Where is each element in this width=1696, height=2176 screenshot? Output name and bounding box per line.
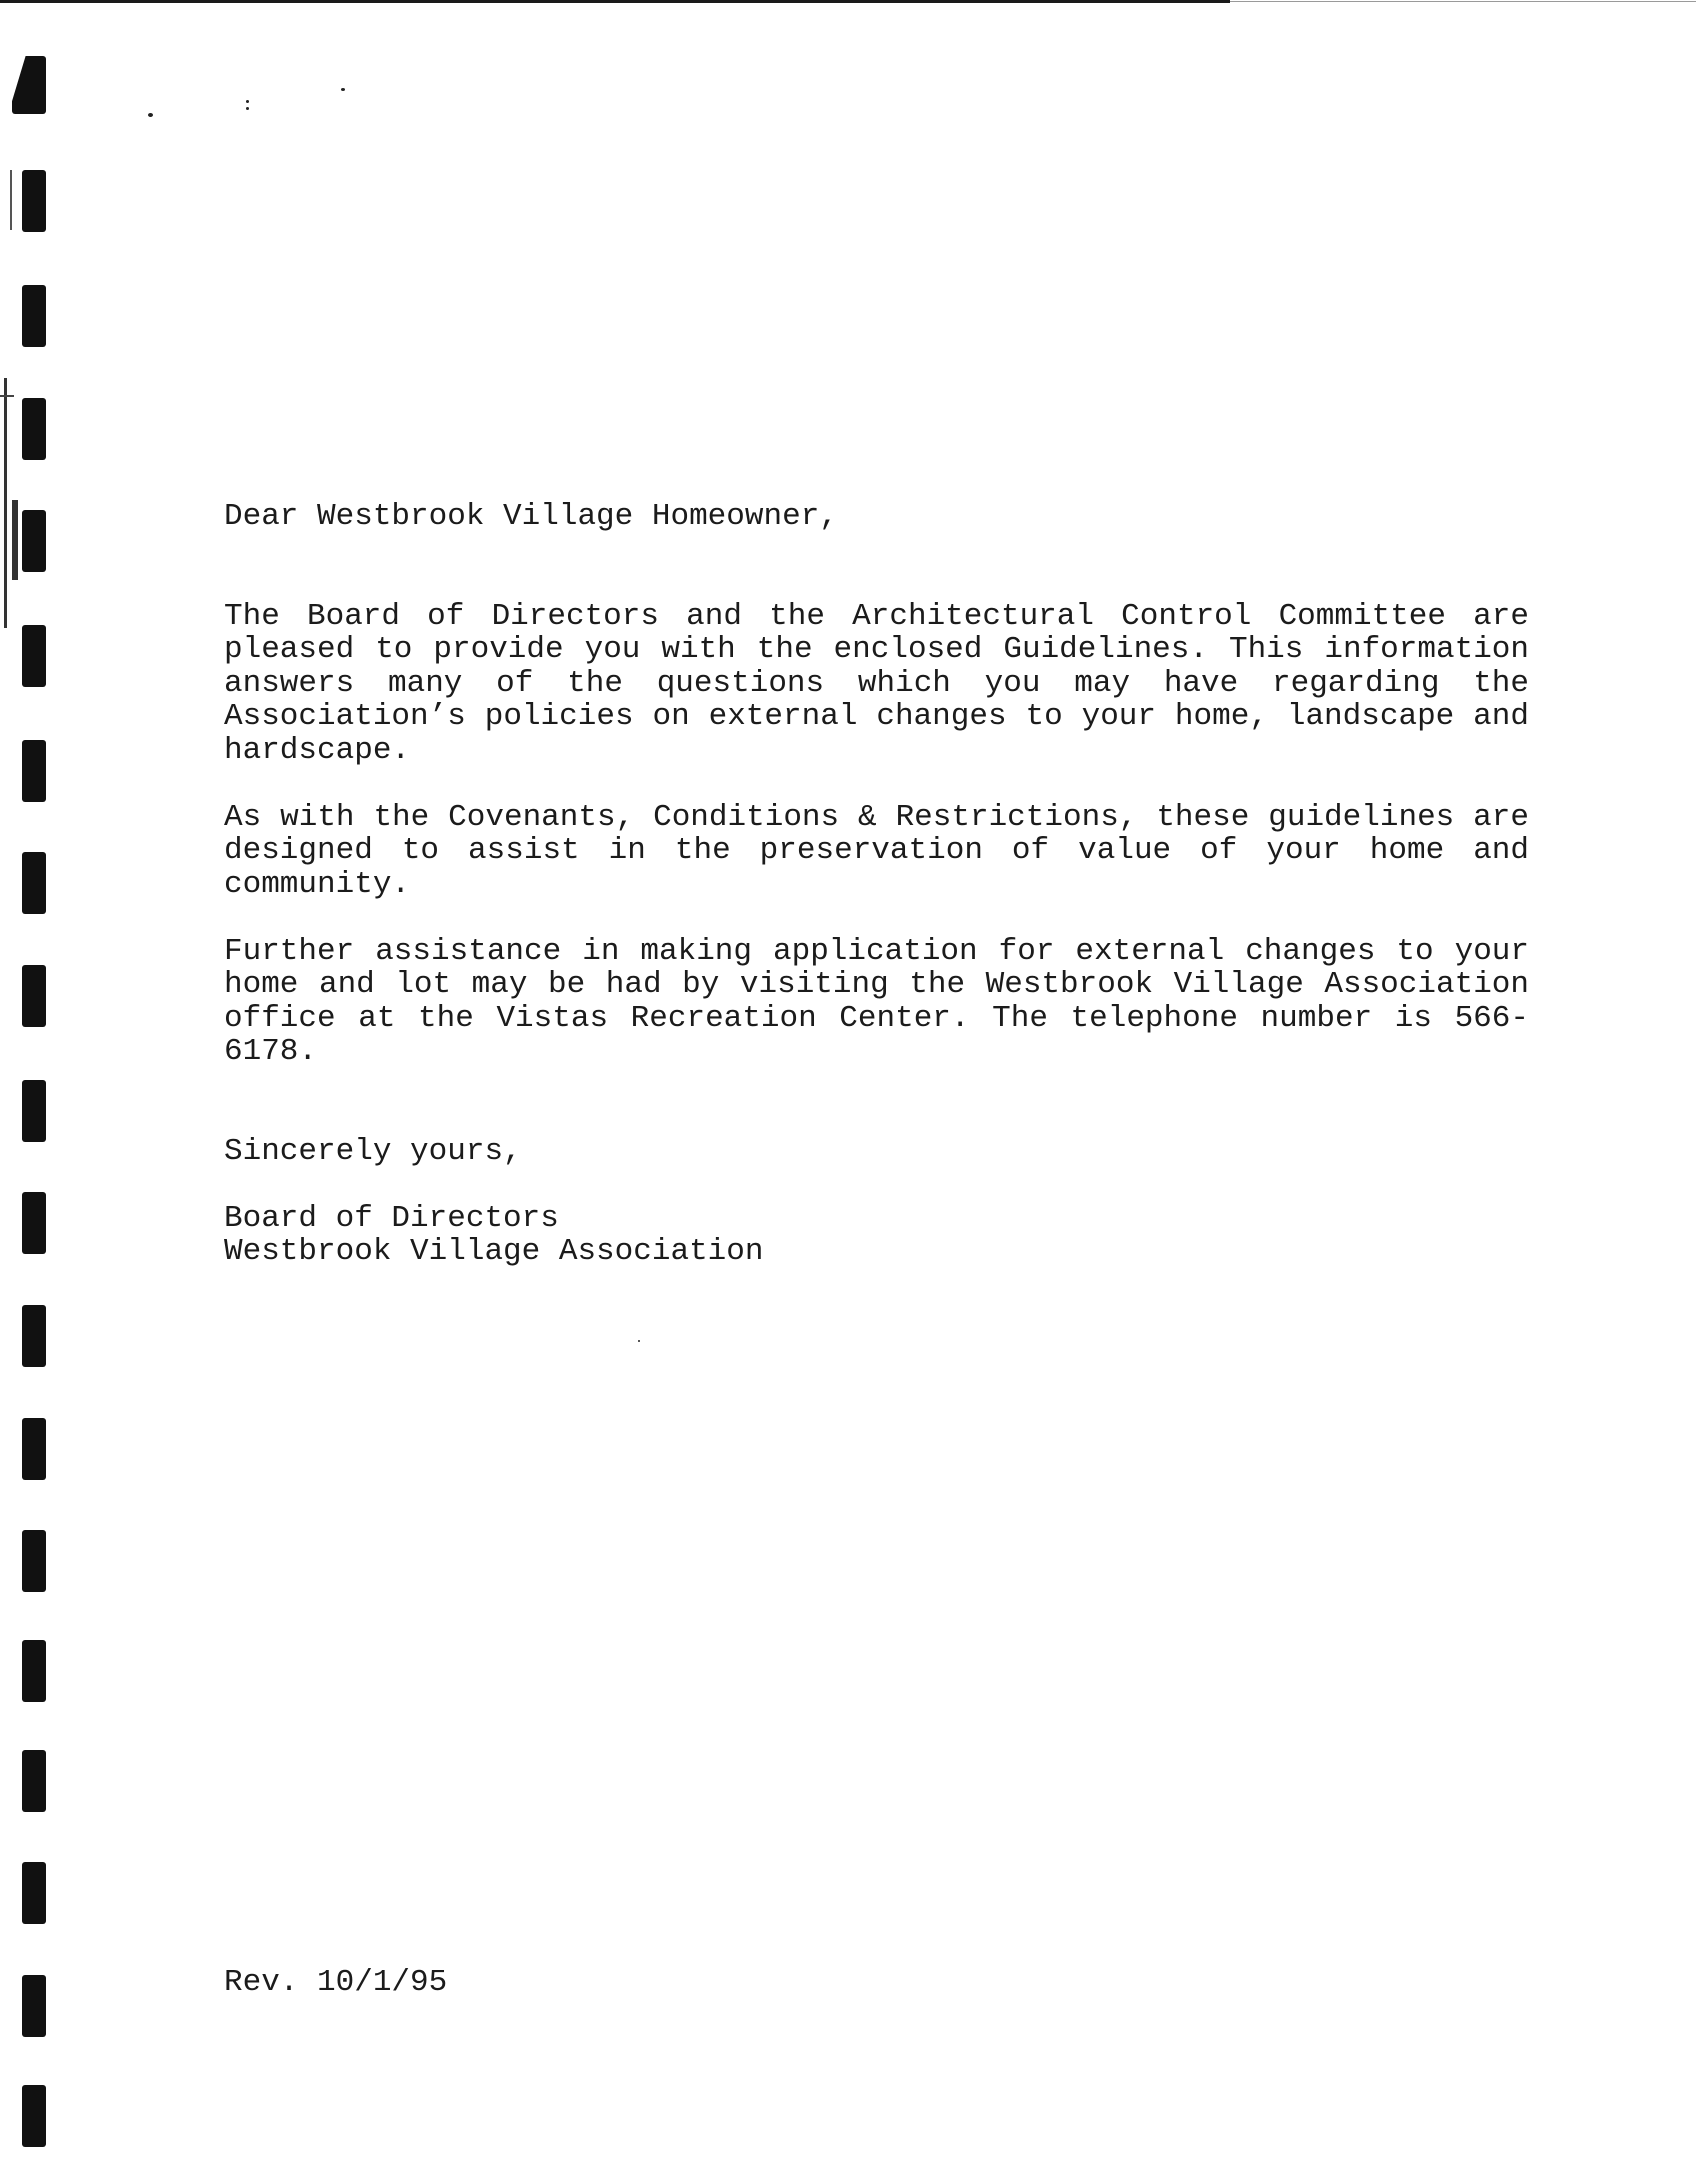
binding-hole (22, 510, 46, 572)
letter-paragraph-2: As with the Covenants, Conditions & Restrictions, these guidelines are designed to assist in the preservation of value of your home and community. (224, 799, 1529, 902)
letter-paragraph-1: The Board of Directors and the Architectural Control Committee are pleased to provide you with the enclosed Guidelines. This information answers many of the questions which you may have regarding the Association’s policies on external changes to your home, landscape and hardscape. (224, 598, 1529, 768)
binding-hole (22, 1192, 46, 1254)
binding-hole (22, 1640, 46, 1702)
scan-streak (0, 395, 14, 397)
binding-hole (22, 1530, 46, 1592)
scan-speck (246, 100, 249, 103)
top-edge-rule-faint (1230, 1, 1696, 2)
scan-speck (148, 113, 153, 117)
binding-hole (22, 1862, 46, 1924)
letter-closing: Sincerely yours, (224, 1133, 522, 1169)
scan-speck (341, 88, 345, 91)
binding-hole (22, 1080, 46, 1142)
binding-hole (12, 56, 46, 114)
letter-body (224, 500, 1529, 1269)
binding-hole (22, 965, 46, 1027)
binding-hole (22, 1750, 46, 1812)
signature-line-1: Board of Directors (224, 1200, 559, 1236)
binding-hole (22, 285, 46, 347)
binding-hole (22, 1975, 46, 2037)
top-edge-rule (0, 0, 1230, 3)
scan-streak (12, 500, 18, 580)
signature-line-2: Westbrook Village Association (224, 1234, 764, 1269)
scan-streak (4, 378, 7, 628)
binding-hole (22, 2085, 46, 2147)
binding-hole (22, 625, 46, 687)
binding-holes-strip (0, 0, 60, 2176)
binding-hole (22, 398, 46, 460)
scan-speck (246, 107, 249, 110)
letter-paragraph-3: Further assistance in making application for external changes to your home and lot may be had by visiting the Westbrook Village Association office at the Vistas Recreation Center. The telephone number is 566-6178. (224, 933, 1529, 1069)
revision-date: Rev. 10/1/95 (224, 1965, 448, 2000)
binding-hole (22, 1418, 46, 1480)
scan-speck (638, 1340, 640, 1342)
binding-hole (22, 740, 46, 802)
binding-hole (22, 1305, 46, 1367)
binding-hole (22, 852, 46, 914)
letter-salutation: Dear Westbrook Village Homeowner, (224, 499, 838, 534)
scan-streak (10, 170, 12, 230)
binding-hole (22, 170, 46, 232)
